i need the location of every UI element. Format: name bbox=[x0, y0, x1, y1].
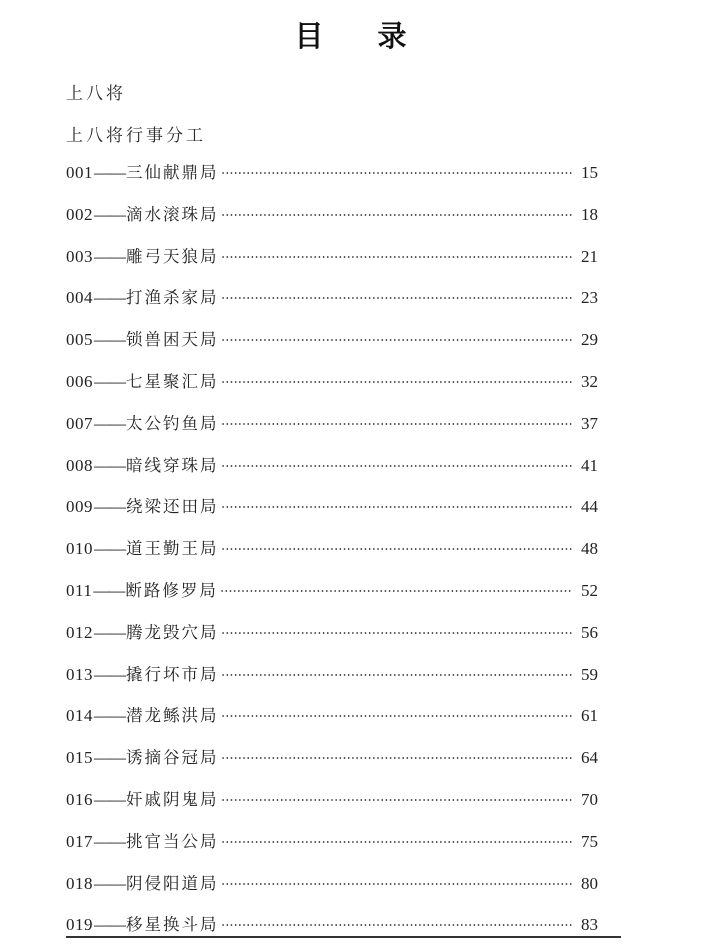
toc-entry-dash: —— bbox=[94, 455, 125, 475]
toc-entry bbox=[66, 406, 598, 448]
toc-entry bbox=[66, 197, 598, 239]
toc-entry-page: 23 bbox=[581, 288, 598, 308]
toc-entry-number: 004 bbox=[66, 288, 93, 308]
toc-dot-leader bbox=[221, 506, 573, 508]
toc-dot-leader bbox=[221, 256, 573, 258]
toc-entry-page: 41 bbox=[581, 455, 598, 475]
toc-entry-dash: —— bbox=[94, 204, 125, 224]
toc-entry-title: 三仙献鼎局 bbox=[126, 163, 219, 182]
toc-dot-leader bbox=[221, 423, 573, 425]
toc-entry-dash: —— bbox=[94, 371, 125, 391]
toc-dot-leader bbox=[221, 214, 573, 216]
toc-entry-title: 奸戚阴鬼局 bbox=[126, 789, 219, 809]
toc-entry-number: 002 bbox=[66, 204, 93, 224]
toc-entry-page: 61 bbox=[581, 706, 598, 726]
toc-entry-page: 75 bbox=[581, 831, 598, 851]
toc-dot-leader bbox=[221, 339, 573, 341]
toc-dot-leader bbox=[221, 715, 573, 717]
toc-entry-dash: —— bbox=[94, 831, 125, 851]
toc-entry-number: 012 bbox=[66, 622, 93, 642]
toc-entry-title: 暗线穿珠局 bbox=[126, 455, 219, 475]
toc-entry bbox=[66, 239, 598, 281]
toc-dot-leader bbox=[221, 674, 573, 676]
toc-entry-dash: —— bbox=[94, 330, 125, 350]
toc-dot-leader bbox=[221, 841, 573, 843]
toc-entry bbox=[66, 824, 598, 866]
toc-entry-page: 15 bbox=[581, 163, 598, 182]
toc-entry bbox=[66, 322, 598, 364]
toc-entry-number: 013 bbox=[66, 664, 93, 684]
toc-entry-number: 008 bbox=[66, 455, 93, 475]
toc-entry-dash: —— bbox=[94, 873, 125, 893]
toc-entry bbox=[66, 531, 598, 573]
toc-entry-number: 019 bbox=[66, 915, 93, 935]
toc-entry bbox=[66, 782, 598, 824]
toc-entry-page: 29 bbox=[581, 330, 598, 350]
toc-list bbox=[66, 155, 598, 949]
toc-dot-leader bbox=[221, 632, 573, 634]
toc-entry-title: 绕梁还田局 bbox=[126, 497, 219, 517]
toc-entry-dash: —— bbox=[94, 497, 125, 517]
toc-entry bbox=[66, 615, 598, 657]
toc-entry-number: 017 bbox=[66, 831, 93, 851]
toc-entry-title: 打渔杀家局 bbox=[126, 288, 219, 308]
toc-entry-dash: —— bbox=[93, 580, 125, 600]
toc-dot-leader bbox=[221, 548, 573, 550]
toc-entry bbox=[66, 573, 598, 615]
toc-entry-title: 潜龙鲧洪局 bbox=[126, 706, 219, 726]
toc-entry-page: 32 bbox=[581, 371, 598, 391]
toc-entry-number: 014 bbox=[66, 706, 93, 726]
toc-entry-page: 48 bbox=[581, 539, 598, 559]
toc-entry bbox=[66, 698, 598, 740]
toc-dot-leader bbox=[221, 172, 573, 174]
toc-entry bbox=[66, 740, 598, 782]
toc-entry-title: 撬行坏市局 bbox=[126, 664, 219, 684]
toc-entry-dash: —— bbox=[94, 664, 125, 684]
toc-entry-page: 52 bbox=[581, 580, 598, 600]
bottom-rule bbox=[66, 936, 621, 938]
toc-entry-title: 移星换斗局 bbox=[126, 915, 219, 935]
toc-entry-page: 37 bbox=[581, 413, 598, 433]
toc-entry-number: 009 bbox=[66, 497, 93, 517]
toc-entry bbox=[66, 907, 598, 949]
toc-entry-number: 006 bbox=[66, 371, 93, 391]
toc-entry-page: 80 bbox=[581, 873, 598, 893]
toc-entry-title: 七星聚汇局 bbox=[126, 371, 219, 391]
toc-entry-number: 015 bbox=[66, 748, 93, 768]
toc-entry-dash: —— bbox=[94, 706, 125, 726]
toc-dot-leader bbox=[221, 757, 573, 759]
toc-dot-leader bbox=[221, 465, 573, 467]
toc-entry-dash: —— bbox=[94, 789, 125, 809]
toc-entry-title: 太公钓鱼局 bbox=[126, 413, 219, 433]
toc-entry bbox=[66, 280, 598, 322]
toc-entry-number: 010 bbox=[66, 539, 93, 559]
toc-entry-title: 断路修罗局 bbox=[125, 580, 218, 600]
toc-entry-page: 59 bbox=[581, 664, 598, 684]
page-title: 目 录 bbox=[294, 19, 429, 53]
toc-entry bbox=[66, 489, 598, 531]
toc-entry-title: 阴侵阳道局 bbox=[126, 873, 219, 893]
toc-entry-number: 016 bbox=[66, 789, 93, 809]
toc-entry-page: 83 bbox=[581, 915, 598, 935]
toc-entry-dash: —— bbox=[94, 748, 125, 768]
toc-entry-number: 003 bbox=[66, 246, 93, 266]
toc-entry bbox=[66, 657, 598, 699]
toc-entry-title: 滴水滚珠局 bbox=[126, 204, 219, 224]
toc-entry-page: 56 bbox=[581, 622, 598, 642]
toc-entry-number: 007 bbox=[66, 413, 93, 433]
toc-entry bbox=[66, 866, 598, 908]
toc-entry-dash: —— bbox=[94, 246, 125, 266]
toc-entry-page: 18 bbox=[581, 204, 598, 224]
toc-entry-page: 64 bbox=[581, 748, 598, 768]
toc-entry-title: 腾龙毁穴局 bbox=[126, 622, 219, 642]
toc-entry-dash: —— bbox=[94, 915, 125, 935]
toc-dot-leader bbox=[221, 924, 573, 926]
toc-entry-title: 雕弓天狼局 bbox=[126, 246, 219, 266]
toc-entry-dash: —— bbox=[94, 539, 125, 559]
toc-dot-leader bbox=[221, 381, 573, 383]
toc-dot-leader bbox=[221, 297, 573, 299]
section-heading: 上八将行事分工 bbox=[66, 126, 206, 146]
toc-dot-leader bbox=[221, 799, 573, 801]
toc-entry-page: 21 bbox=[581, 246, 598, 266]
toc-entry-page: 44 bbox=[581, 497, 598, 517]
toc-entry-title: 锁兽困天局 bbox=[126, 330, 219, 350]
toc-entry-number: 018 bbox=[66, 873, 93, 893]
toc-entry-dash: —— bbox=[94, 622, 125, 642]
toc-entry-number: 011 bbox=[66, 580, 93, 600]
toc-entry-number: 005 bbox=[66, 330, 93, 350]
toc-entry-title: 道王勤王局 bbox=[126, 539, 219, 559]
toc-entry bbox=[66, 448, 598, 490]
toc-entry-title: 挑官当公局 bbox=[126, 831, 219, 851]
toc-entry-page: 70 bbox=[581, 789, 598, 809]
toc-entry-title: 诱摘谷冠局 bbox=[126, 748, 219, 768]
toc-entry bbox=[66, 155, 598, 197]
toc-entry bbox=[66, 364, 598, 406]
toc-dot-leader bbox=[220, 590, 572, 592]
toc-entry-dash: —— bbox=[94, 288, 125, 308]
toc-dot-leader bbox=[221, 883, 573, 885]
toc-entry-dash: —— bbox=[94, 163, 125, 182]
toc-entry-dash: —— bbox=[94, 413, 125, 433]
section-heading: 上八将 bbox=[66, 84, 126, 104]
toc-entry-number: 001 bbox=[66, 163, 93, 182]
